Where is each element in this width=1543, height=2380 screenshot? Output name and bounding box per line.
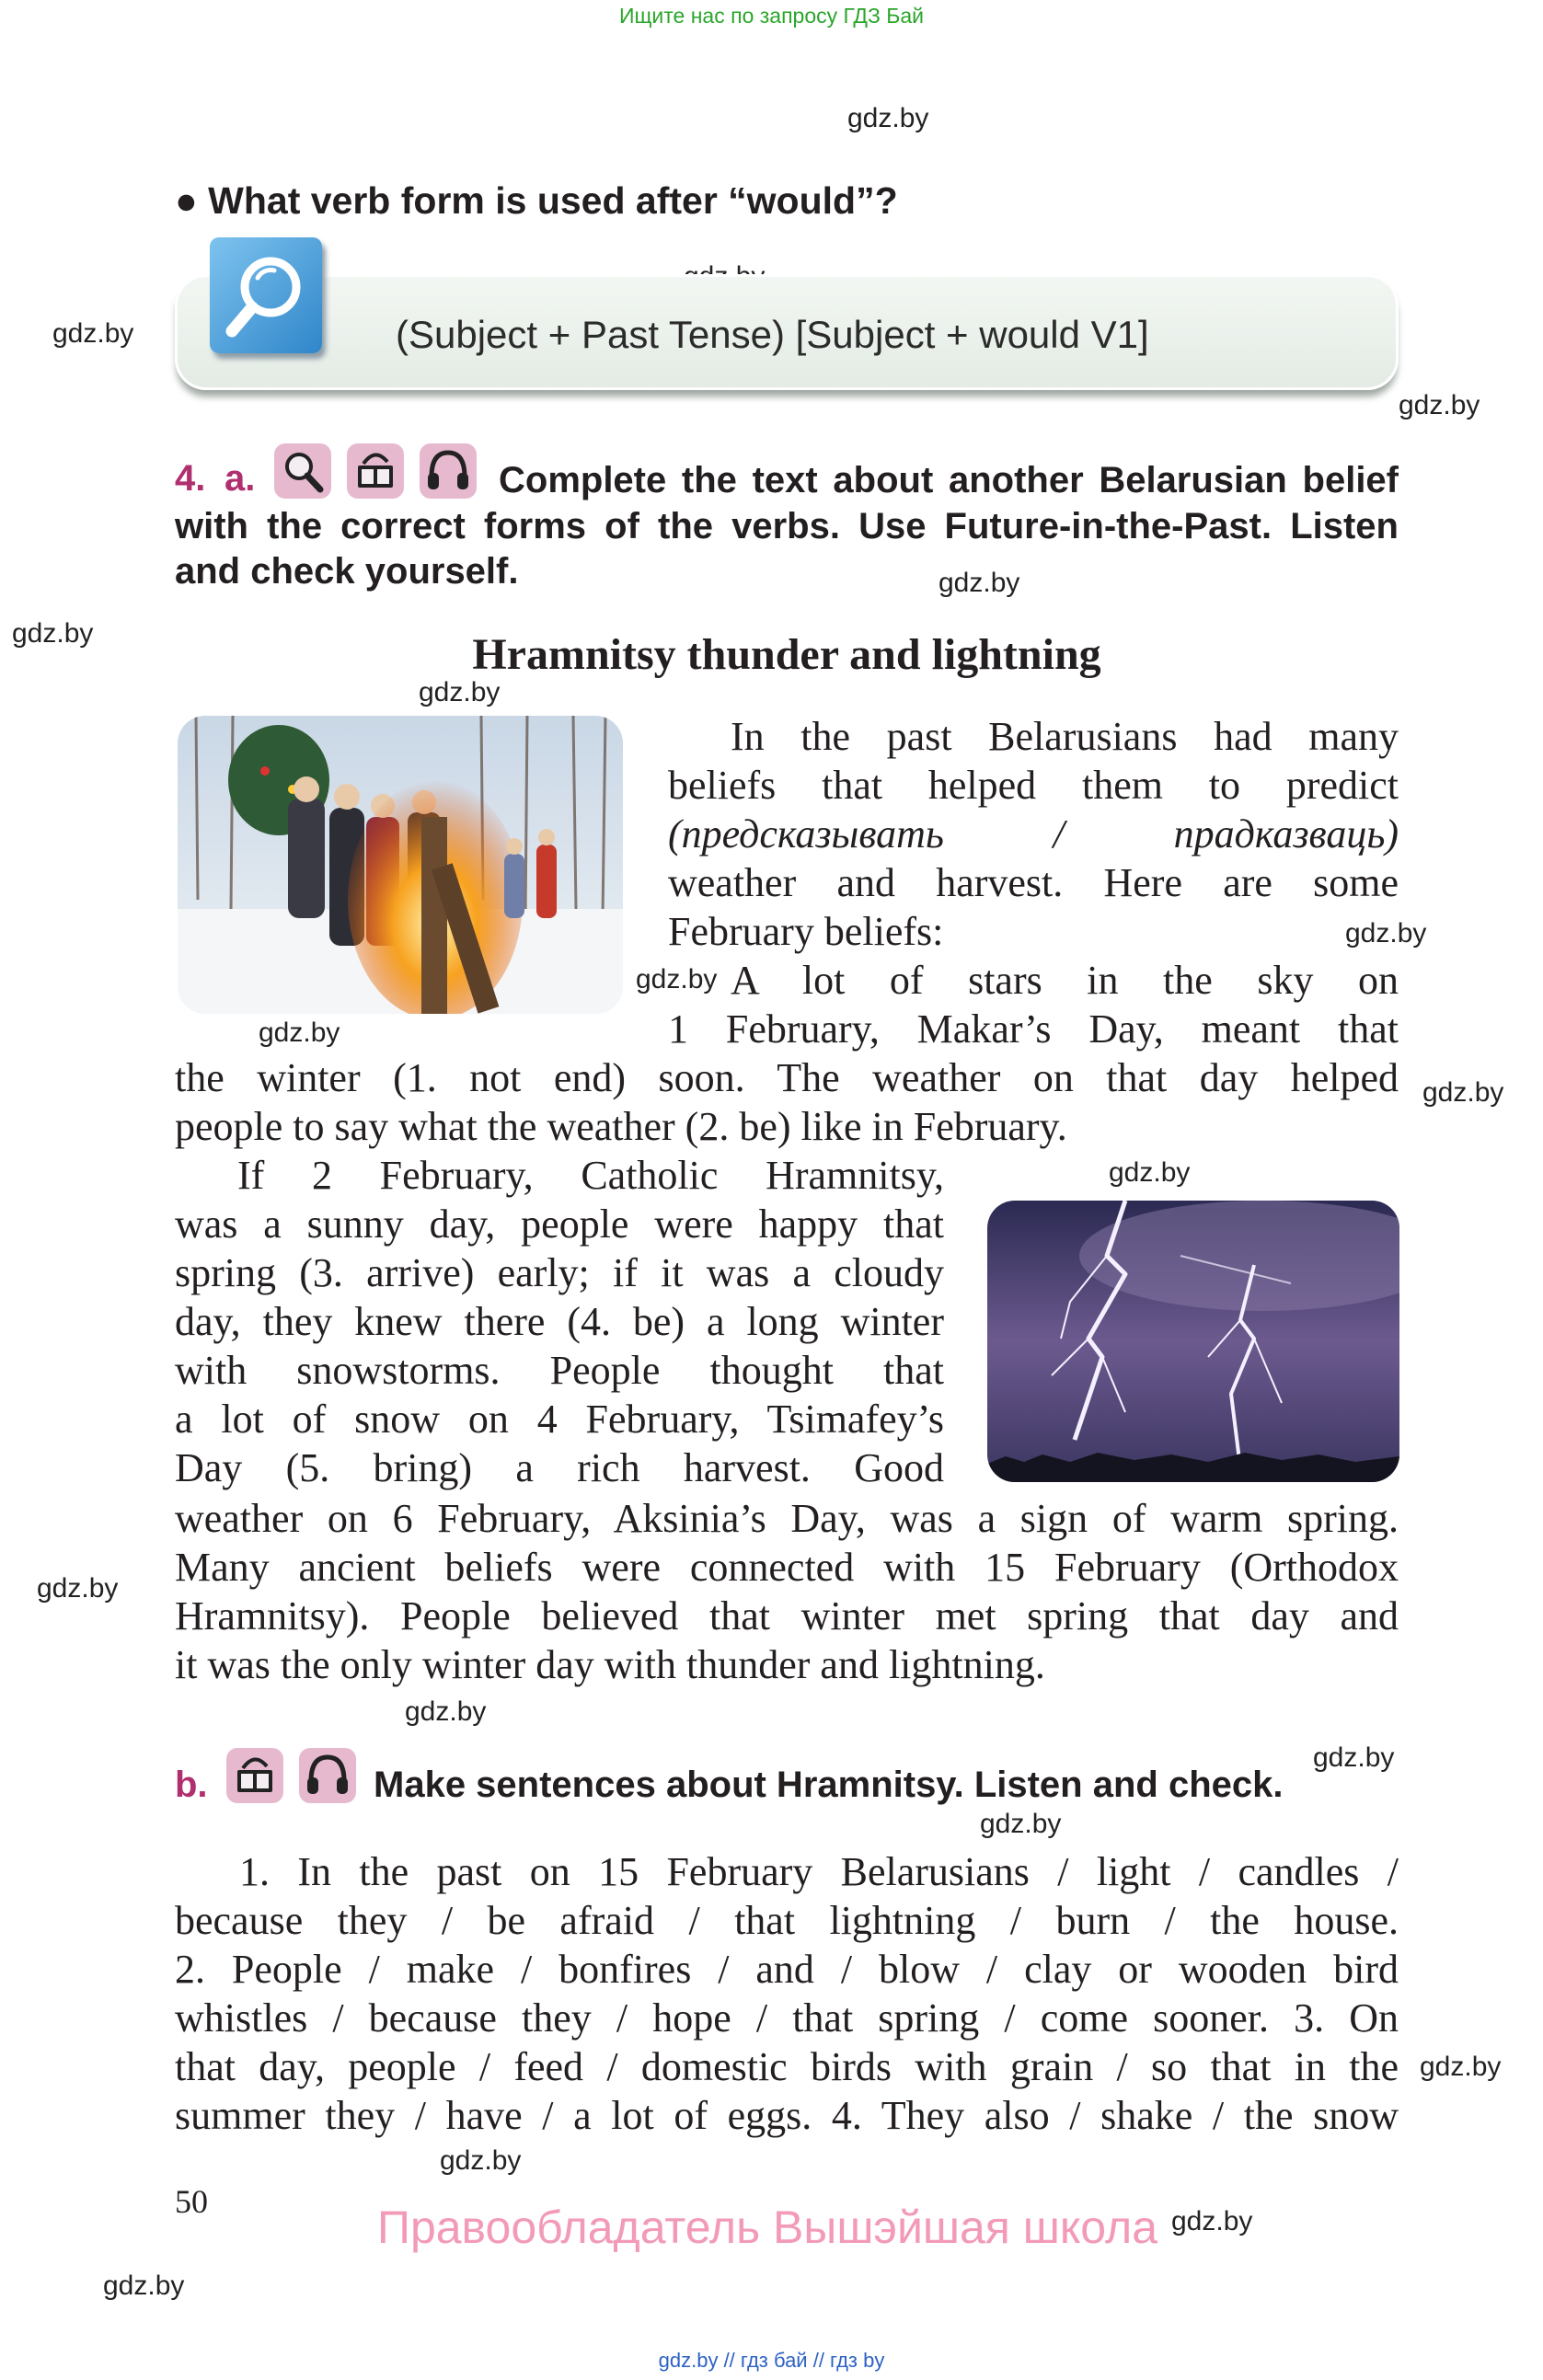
watermark: gdz.by	[1313, 1742, 1395, 1773]
sentence-line: whistles / because they / hope / that spring / come sooner. 3. On	[175, 1995, 1399, 2041]
instruction-line: Complete the text about another Belarusian belief	[499, 460, 1399, 500]
bonfire-photo	[178, 716, 623, 1014]
bottom-links[interactable]: gdz.by // гдз бай // гдз by	[658, 2349, 885, 2372]
exercise-instruction	[175, 458, 1399, 595]
exercise-instruction: Make sentences about Hramnitsy. Listen and check.	[374, 1765, 1284, 1805]
article-title: Hramnitsy thunder and lightning	[472, 630, 1101, 679]
article-line: spring (3. arrive) early; if it was a cloudy	[175, 1250, 944, 1295]
page-number: 50	[175, 2183, 208, 2220]
exercise-sentences	[175, 1847, 1399, 2140]
watermark: gdz.by	[980, 1809, 1062, 1839]
article-line: Day (5. bring) a rich harvest. Good	[175, 1445, 944, 1490]
article-line: beliefs that helped them to predict	[668, 763, 1399, 808]
watermark: gdz.by	[1345, 918, 1427, 949]
article-paragraph	[175, 1053, 1399, 1151]
article-line: weather on 6 February, Aksinia’s Day, was a sign of warm spring.	[175, 1496, 1399, 1541]
top-banner: Ищите нас по запросу ГДЗ Бай	[618, 4, 925, 28]
instruction-line: and check yourself.	[175, 551, 519, 592]
sentence-line: summer they / have / a lot of eggs. 4. They also / shake / the snow	[175, 2093, 1399, 2138]
watermark: gdz.by	[938, 568, 1020, 598]
watermark: gdz.by	[405, 1696, 487, 1727]
article-line: people to say what the weather (2. be) like in February.	[175, 1104, 1067, 1149]
grammar-question: ● What verb form is used after “would”?	[175, 179, 898, 222]
watermark: gdz.by	[847, 103, 929, 133]
article-line: day, they knew there (4. be) a long winter	[175, 1299, 944, 1344]
article-line: Many ancient beliefs were connected with 15 February (Orthodox	[175, 1545, 1399, 1590]
article-paragraph	[175, 1494, 1399, 1689]
article-line: 1 February, Makar’s Day, meant that	[668, 1006, 1399, 1052]
watermark: gdz.by	[12, 618, 94, 649]
watermark: gdz.by	[1109, 1157, 1191, 1188]
article-line: If 2 February, Catholic Hramnitsy,	[237, 1153, 944, 1198]
exercise-number: 4.	[175, 458, 206, 499]
pen-book-icon	[226, 1748, 283, 1803]
magnifier-icon	[210, 237, 322, 353]
watermark: gdz.by	[1422, 1077, 1504, 1108]
article-line: the winter (1. not end) soon. The weather on that day helped	[175, 1055, 1399, 1100]
watermark: gdz.by	[636, 964, 718, 995]
article-paragraph	[175, 1151, 944, 1492]
sentence-line: that day, people / feed / domestic birds with grain / so that in the	[175, 2044, 1399, 2089]
grammar-rule-text: (Subject + Past Tense) [Subject + would V1]	[396, 313, 1149, 356]
watermark: gdz.by	[103, 2271, 185, 2301]
sentence-line: because they / be afraid / that lightning / burn / the house.	[175, 1898, 1399, 1943]
instruction-line: with the correct forms of the verbs. Use Future-in-the-Past. Listen	[175, 505, 1399, 546]
article-paragraph	[668, 712, 1399, 1053]
watermark: gdz.by	[259, 1018, 340, 1048]
watermark: gdz.by	[1171, 2206, 1253, 2236]
article-line: Hramnitsy). People believed that winter met spring that day and	[175, 1593, 1399, 1638]
article-line: A lot of stars in the sky on	[731, 958, 1399, 1003]
exercise-letter: b.	[175, 1765, 208, 1805]
article-line: with snowstorms. People thought that	[175, 1348, 944, 1393]
headphones-icon	[299, 1748, 356, 1803]
article-line: it was the only winter day with thunder and lightning.	[175, 1642, 1045, 1687]
article-line: weather and harvest. Here are some	[668, 860, 1399, 905]
sentence-line: 2. People / make / bonfires / and / blow / clay or wooden bird	[175, 1947, 1399, 1992]
article-line: (предсказывать / прадказваць)	[668, 811, 1399, 857]
article-line: was a sunny day, people were happy that	[175, 1201, 944, 1247]
sentence-line: 1. In the past on 15 February Belarusians / light / candles /	[239, 1849, 1399, 1894]
watermark: gdz.by	[440, 2145, 522, 2176]
article-line: a lot of snow on 4 February, Tsimafey’s	[175, 1397, 944, 1442]
copyright-notice: Правообладатель Вышэйшая школа	[377, 2202, 1157, 2253]
article-line: In the past Belarusians had many	[731, 714, 1399, 759]
watermark: gdz.by	[1399, 390, 1480, 420]
article-line: February beliefs:	[668, 909, 944, 954]
watermark: gdz.by	[1420, 2052, 1502, 2082]
watermark: gdz.by	[37, 1573, 119, 1604]
exercise-letter: a.	[225, 458, 256, 499]
lightning-photo	[987, 1201, 1399, 1482]
watermark: gdz.by	[419, 677, 501, 707]
watermark: gdz.by	[52, 318, 134, 349]
